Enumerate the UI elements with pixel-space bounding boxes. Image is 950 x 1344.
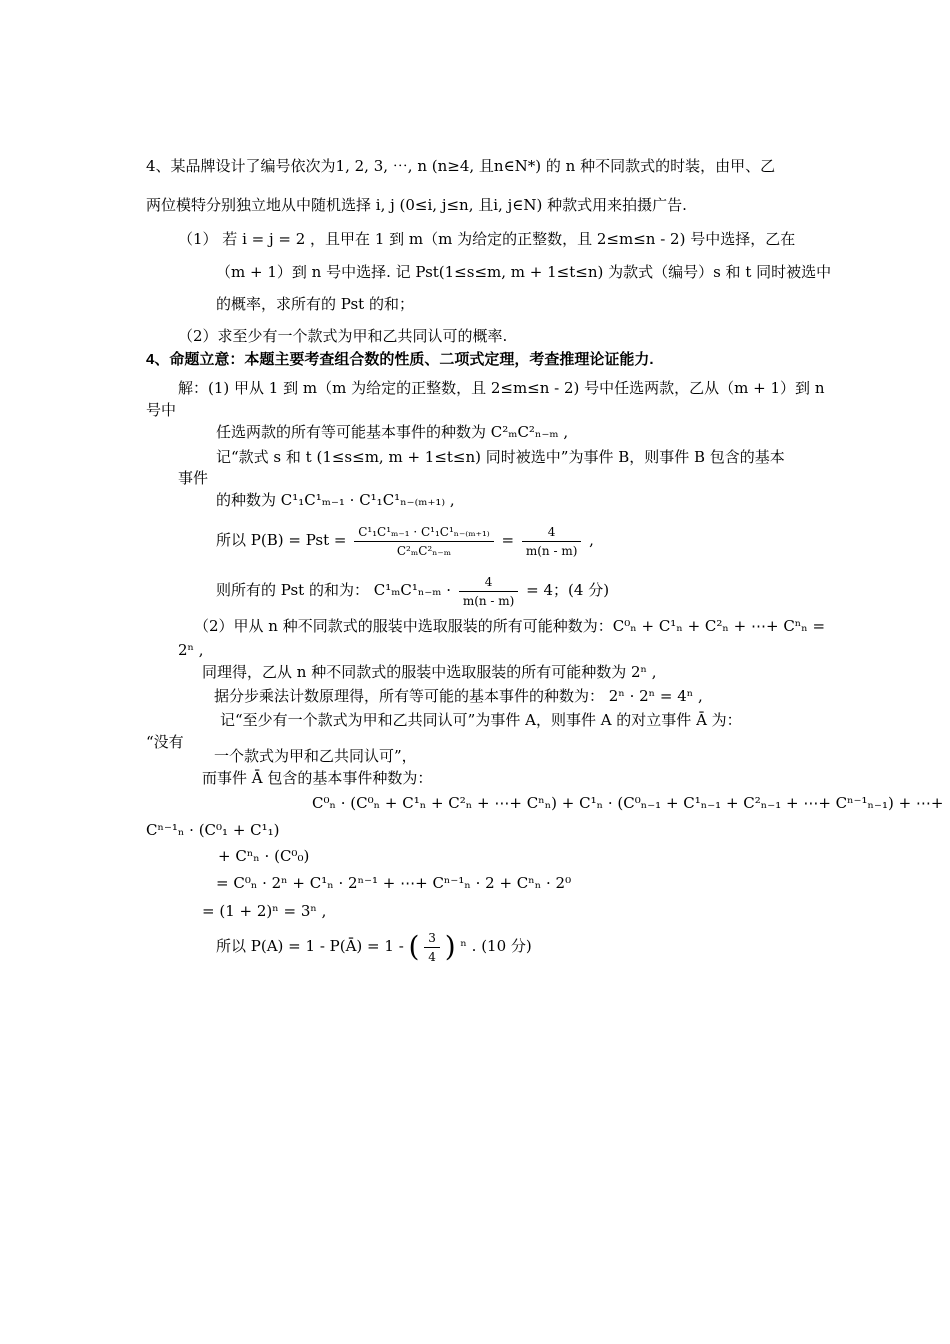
solution-line-10b: “没有 xyxy=(146,733,184,751)
probability-b-lhs: 所以 P(B) = Pst = xyxy=(216,531,347,549)
solution-line-14: + Cⁿₙ · (C⁰₀) xyxy=(218,847,310,865)
question-1-line-b: （m + 1）到 n 号中选择. 记 Pst(1≤s≤m, m + 1≤t≤n) 为款式（编号）s 和 t 同时被选中 xyxy=(216,263,832,281)
problem-line-1: 4、某品牌设计了编号依次为1, 2, 3, ⋯, n (n≥4, 且n∈N*) 的 n 种不同款式的时装，由甲、乙 xyxy=(146,157,776,175)
sum-formula xyxy=(216,572,609,609)
solution-line-16: = (1 + 2)ⁿ = 3ⁿ , xyxy=(202,902,327,920)
sum-fraction xyxy=(459,574,519,609)
problem-line-2: 两位模特分别独立地从中随机选择 i, j (0≤i, j≤n, 且i, j∈N) 种款式用来拍摄广告. xyxy=(146,196,687,214)
left-paren: ( xyxy=(408,930,420,963)
solution-line-3a: 记“款式 s 和 t (1≤s≤m, m + 1≤t≤n) 同时被选中”为事件 B，则事件 B 包含的基本 xyxy=(216,448,785,466)
solution-line-8: 同理得，乙从 n 种不同款式的服装中选取服装的所有可能种数为 2ⁿ , xyxy=(202,663,657,681)
probability-a-result: ⁿ . (10 分) xyxy=(460,937,532,955)
solution-line-13: Cⁿ⁻¹ₙ · (C⁰₁ + C¹₁) xyxy=(146,821,280,839)
solution-line-15: = C⁰ₙ · 2ⁿ + C¹ₙ · 2ⁿ⁻¹ + ⋯+ Cⁿ⁻¹ₙ · 2 + Cⁿₙ · 2⁰ xyxy=(216,874,572,892)
equals-sign: = xyxy=(501,531,515,549)
solution-line-2: 任选两款的所有等可能基本事件的种数为 C²ₘC²ₙ₋ₘ , xyxy=(216,423,569,441)
solution-line-1b: 号中 xyxy=(146,401,177,419)
solution-line-7a: （2）甲从 n 种不同款式的服装中选取服装的所有可能种数为：C⁰ₙ + C¹ₙ + C²ₙ + ⋯+ Cⁿₙ = xyxy=(194,617,826,635)
sum-result: = 4；(4 分) xyxy=(526,581,610,599)
solution-line-12: C⁰ₙ · (C⁰ₙ + C¹ₙ + C²ₙ + ⋯+ Cⁿₙ) + C¹ₙ · (C⁰ₙ₋₁ + C¹ₙ₋₁ + C²ₙ₋₁ + ⋯+ Cⁿ⁻¹ₙ₋₁) + ⋯+ xyxy=(312,794,944,812)
probability-a-formula xyxy=(216,926,532,967)
fraction-numerator: 4 xyxy=(459,574,519,592)
fraction-denominator: C²ₘC²ₙ₋ₘ xyxy=(396,543,452,558)
probability-b-simplified xyxy=(522,524,582,559)
probability-a-fraction xyxy=(424,930,440,965)
solution-line-3b: 事件 xyxy=(178,469,209,487)
sum-lhs: 则所有的 Pst 的和为： C¹ₘC¹ₙ₋ₘ · xyxy=(216,581,452,599)
solution-line-7b: 2ⁿ , xyxy=(178,641,204,659)
question-1-line-c: 的概率，求所有的 Pst 的和； xyxy=(216,295,414,313)
fraction-denominator: 4 xyxy=(428,949,436,964)
solution-line-10c: 一个款式为甲和乙共同认可”， xyxy=(214,747,417,765)
solution-line-1a: 解：(1) 甲从 1 到 m（m 为给定的正整数，且 2≤m≤n - 2) 号中任选两款，乙从（m + 1）到 n xyxy=(178,379,825,397)
solution-line-10a: 记“至少有一个款式为甲和乙共同认可”为事件 A，则事件 A 的对立事件 Ā 为： xyxy=(220,711,742,729)
solution-line-9: 据分步乘法计数原理得，所有等可能的基本事件的种数为： 2ⁿ · 2ⁿ = 4ⁿ , xyxy=(214,687,703,705)
solution-intent: 4、命题立意：本题主要考查组合数的性质、二项式定理，考查推理论证能力. xyxy=(146,351,654,368)
fraction-numerator: 3 xyxy=(424,930,440,948)
fraction-denominator: m(n - m) xyxy=(462,593,515,608)
solution-line-4: 的种数为 C¹₁C¹ₘ₋₁ · C¹₁C¹ₙ₋₍ₘ₊₁₎ , xyxy=(216,491,455,509)
question-2: （2）求至少有一个款式为甲和乙共同认可的概率. xyxy=(178,327,508,345)
fraction-numerator: C¹₁C¹ₘ₋₁ · C¹₁C¹ₙ₋₍ₘ₊₁₎ xyxy=(354,524,493,542)
right-paren: ) xyxy=(444,930,456,963)
solution-line-11: 而事件 Ā 包含的基本事件种数为： xyxy=(202,769,433,787)
question-1-line-a: （1） 若 i = j = 2 ，且甲在 1 到 m（m 为给定的正整数，且 2≤m≤n - 2) 号中选择，乙在 xyxy=(178,230,796,248)
comma: , xyxy=(589,531,594,549)
probability-a-lhs: 所以 P(A) = 1 - P(Ā) = 1 - xyxy=(216,937,409,955)
probability-b-formula xyxy=(216,522,594,559)
fraction-numerator: 4 xyxy=(522,524,582,542)
probability-b-fraction xyxy=(354,524,493,559)
fraction-denominator: m(n - m) xyxy=(525,543,578,558)
